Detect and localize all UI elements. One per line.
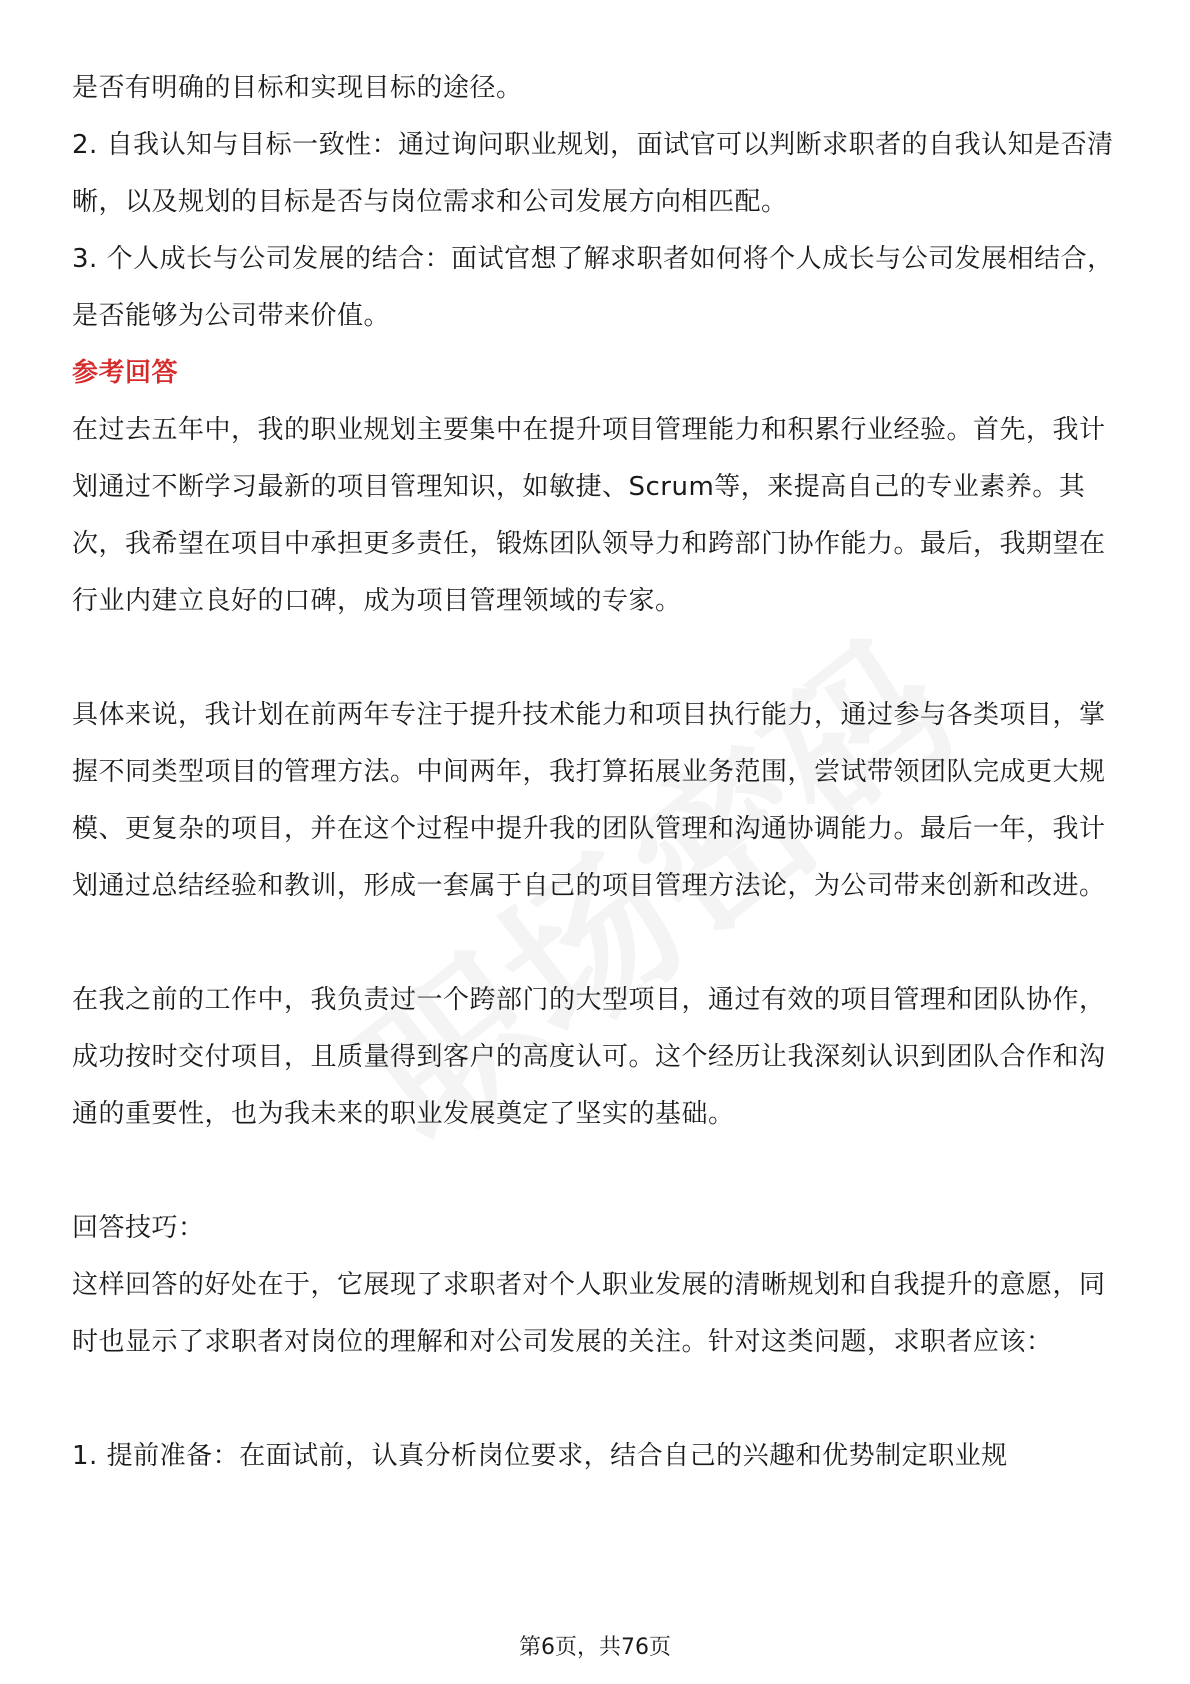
answer-paragraph-1: 在过去五年中，我的职业规划主要集中在提升项目管理能力和积累行业经验。首先，我计划通过不断学习最新的项目管理知识，如敏捷、Scrum等，来提高自己的专业素养。其次，我希望在项目中承担更多责任，锻炼团队领导力和跨部门协作能力。最后，我期望在行业内建立良好的口碑，成为项目管理领域的专家。 — [72, 415, 1106, 616]
tips-paragraph: 这样回答的好处在于，它展现了求职者对个人职业发展的清晰规划和自我提升的意愿，同时也显示了求职者对岗位的理解和对公司发展的关注。针对这类问题，求职者应该： — [72, 1270, 1106, 1357]
paragraph-intro-continuation: 是否有明确的目标和实现目标的途径。 — [72, 73, 523, 103]
document-body — [72, 60, 1122, 1485]
answer-paragraph-3: 在我之前的工作中，我负责过一个跨部门的大型项目，通过有效的项目管理和团队协作，成功按时交付项目，且质量得到客户的高度认可。这个经历让我深刻认识到团队合作和沟通的重要性，也为我未来的职业发展奠定了坚实的基础。 — [72, 985, 1106, 1129]
paragraph-point-3: 3. 个人成长与公司发展的结合：面试官想了解求职者如何将个人成长与公司发展相结合，是否能够为公司带来价值。 — [72, 244, 1114, 331]
tips-heading: 回答技巧： — [72, 1213, 205, 1243]
answer-paragraph-2: 具体来说，我计划在前两年专注于提升技术能力和项目执行能力，通过参与各类项目，掌握不同类型项目的管理方法。中间两年，我打算拓展业务范围，尝试带领团队完成更大规模、更复杂的项目，并在这个过程中提升我的团队管理和沟通协调能力。最后一年，我计划通过总结经验和教训，形成一套属于自己的项目管理方法论，为公司带来创新和改进。 — [72, 700, 1106, 901]
tip-item-1: 1. 提前准备：在面试前，认真分析岗位要求，结合自己的兴趣和优势制定职业规 — [72, 1441, 1008, 1471]
section-heading-reference-answer: 参考回答 — [72, 358, 179, 388]
page-footer: 第6页，共76页 — [519, 1635, 671, 1660]
paragraph-point-2: 2. 自我认知与目标一致性：通过询问职业规划，面试官可以判断求职者的自我认知是否清晰，以及规划的目标是否与岗位需求和公司发展方向相匹配。 — [72, 130, 1114, 217]
